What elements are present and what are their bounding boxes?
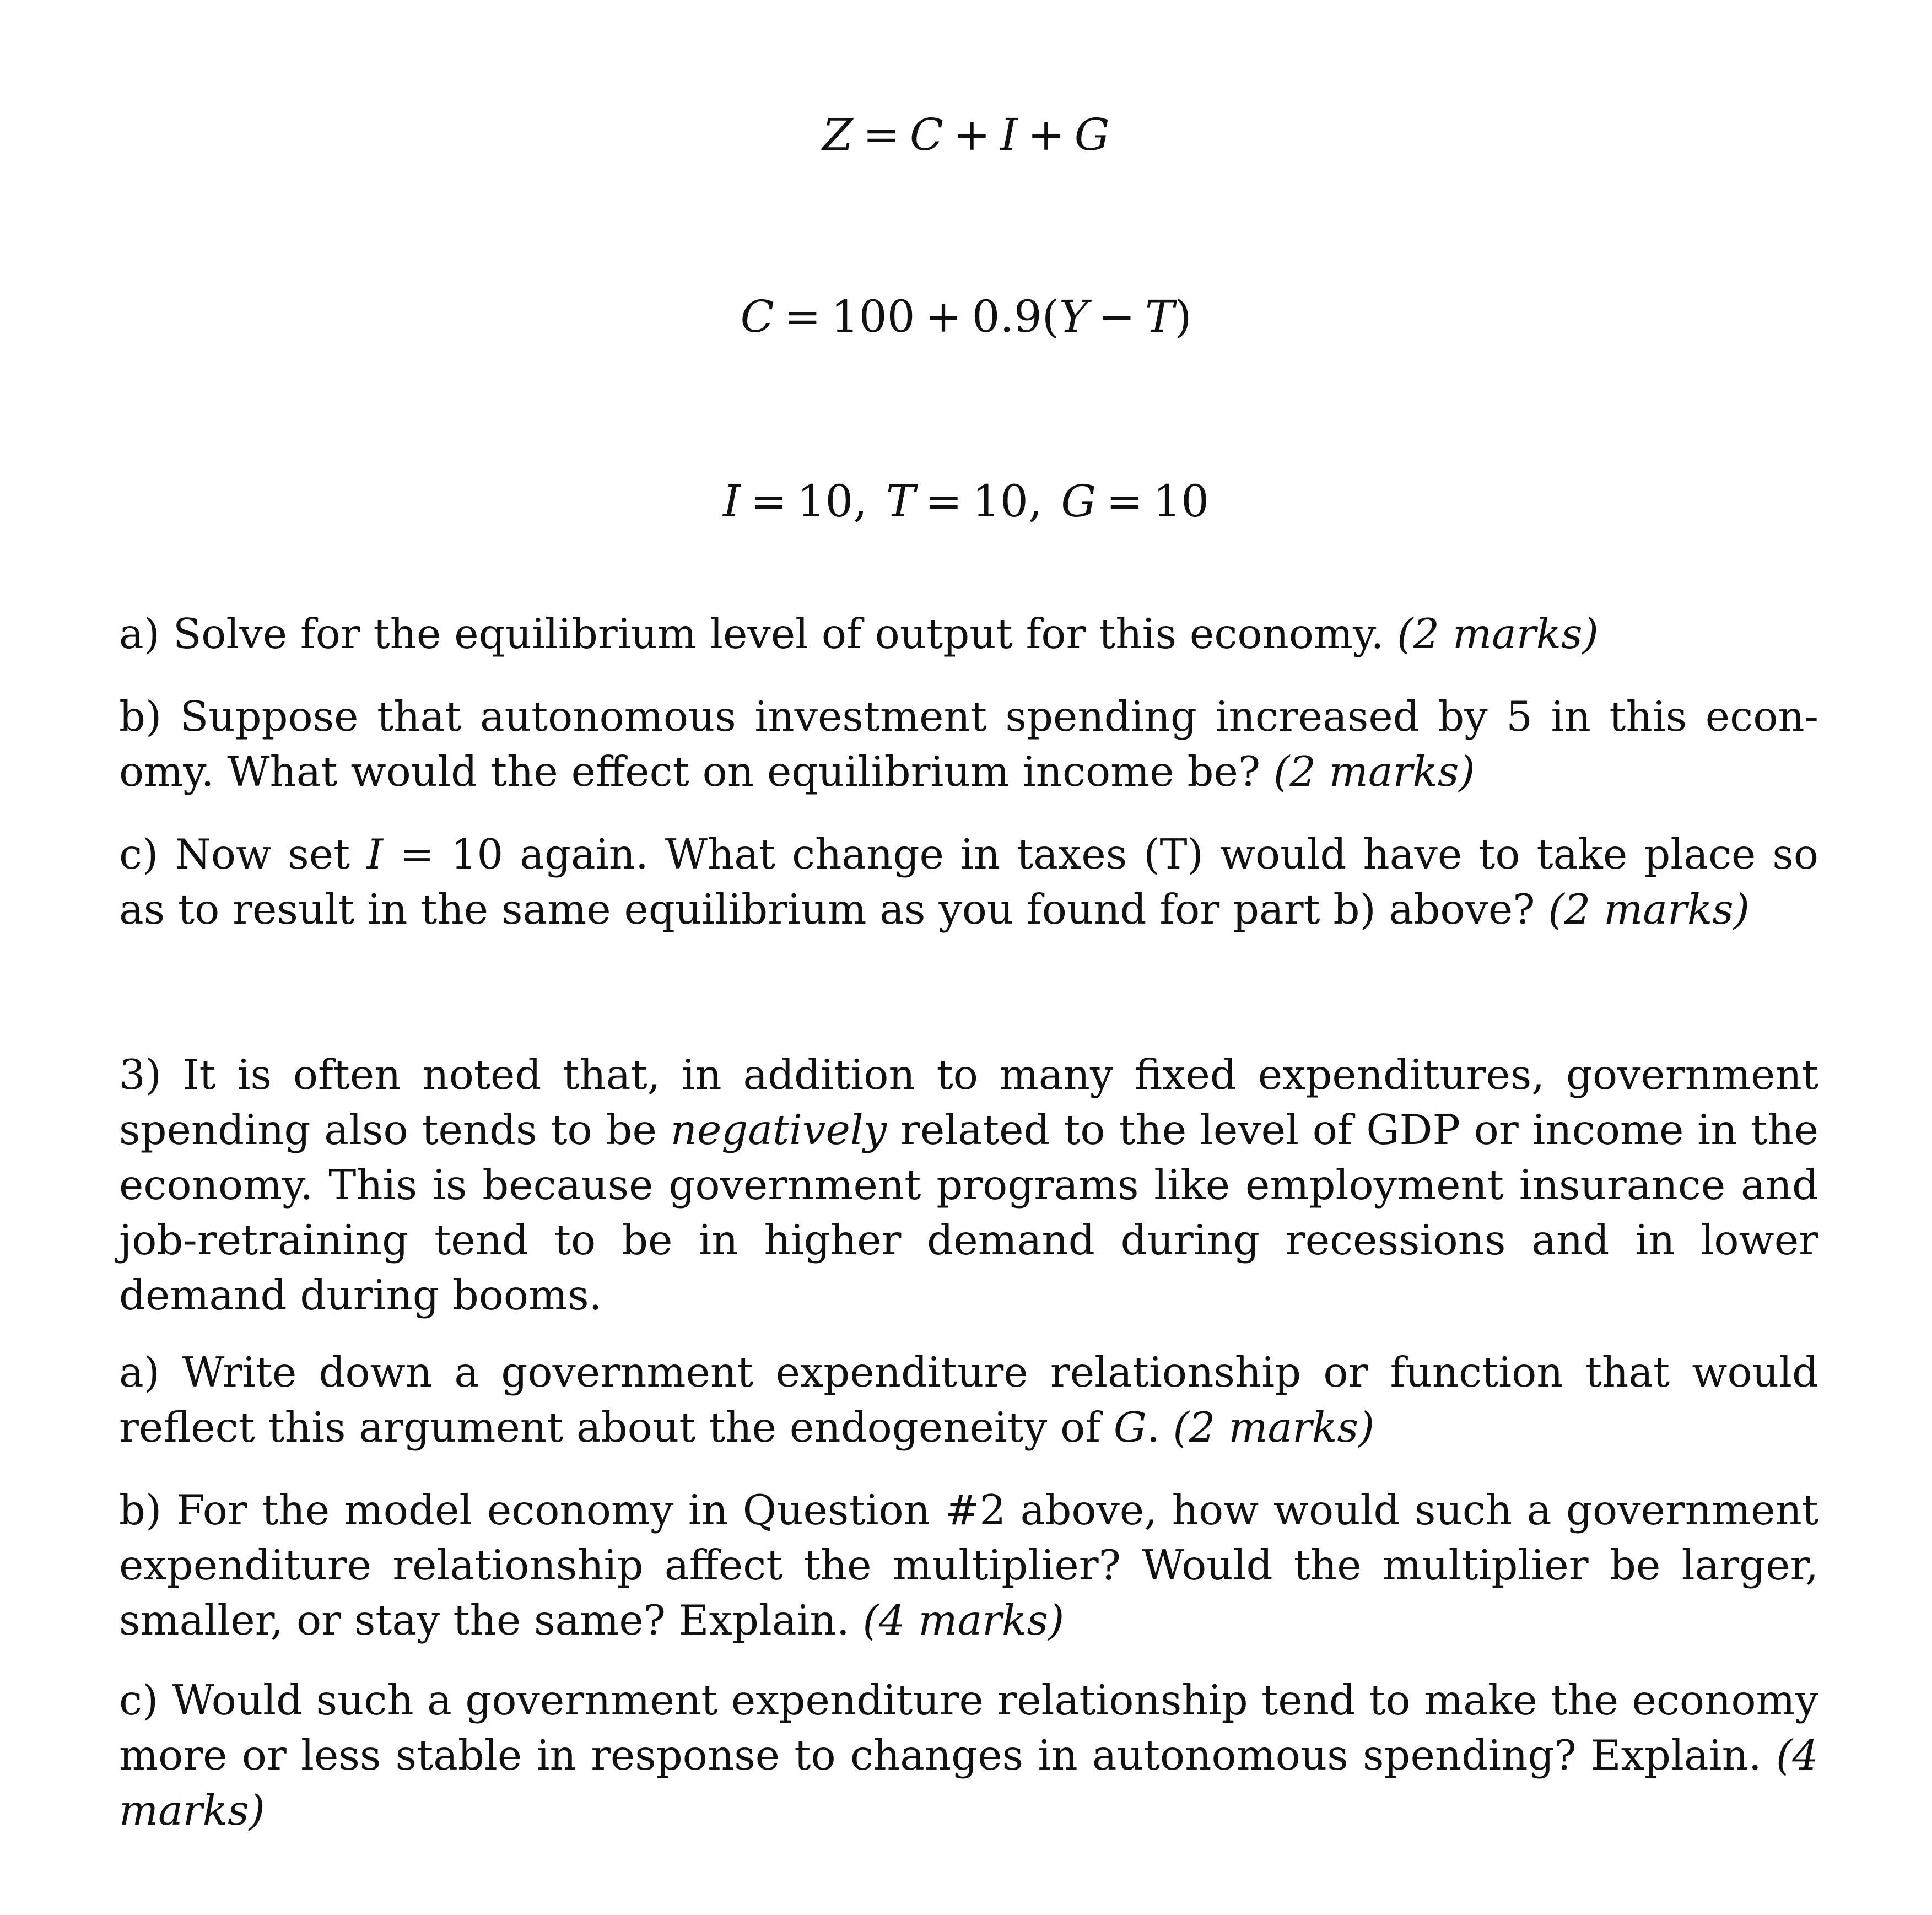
question-3a-post: . (1146, 1403, 1173, 1452)
question-2c-var: I (366, 830, 383, 878)
question-3a-var: G (1113, 1403, 1147, 1452)
question-2b (119, 689, 1818, 799)
question-3c-text: c) Would such a government expenditure relationship tend to make the economy more or less stable in response to changes in autonomous spending? Explain. (119, 1676, 1818, 1779)
close-paren: ) (1174, 291, 1192, 342)
question-2c-marks: (2 marks) (1548, 885, 1750, 934)
equals-sign: = (862, 109, 900, 160)
equals-sign: = (1106, 476, 1143, 527)
g-value: 10 (1153, 476, 1210, 527)
var-z: Z (822, 109, 853, 160)
question-3-intro (119, 1047, 1818, 1323)
question-3c-marks: (4 marks) (119, 1731, 1818, 1835)
question-2a (119, 606, 1818, 661)
var-i: I (722, 476, 741, 527)
question-3-intro-pre: 3) It is often noted that, in addition to many fixed expenditures, government spending also tends to be (119, 1050, 1818, 1154)
var-t: T (1145, 291, 1175, 342)
question-3b-marks: (4 marks) (862, 1596, 1065, 1644)
plus-sign: + (925, 291, 962, 342)
var-i: I (1000, 109, 1018, 160)
question-3a-pre: a) Write down a government expenditure relationship or function that would reflect this argument about the endogeneity of (119, 1348, 1818, 1452)
constant: 100 (830, 291, 915, 342)
i-value: 10, (797, 476, 867, 527)
question-2c-pre: c) Now set (119, 830, 367, 878)
var-g: G (1074, 109, 1110, 160)
question-3-intro-emphasis: negatively (670, 1105, 887, 1154)
var-g: G (1061, 476, 1097, 527)
var-c: C (740, 291, 774, 342)
var-y: Y (1059, 291, 1088, 342)
question-2b-marks: (2 marks) (1273, 747, 1475, 796)
var-t: T (886, 476, 916, 527)
equation-consumption (0, 289, 1932, 344)
equals-sign: = (750, 476, 787, 527)
equals-sign: = (784, 291, 821, 342)
question-2b-text: b) Suppose that autonomous investment spending increased by 5 in this econ- omy. What would the effect on equilibrium income be? (119, 692, 1818, 796)
var-c: C (909, 109, 944, 160)
question-3b (119, 1482, 1818, 1648)
question-3a-marks: (2 marks) (1173, 1403, 1375, 1452)
plus-sign: + (953, 109, 991, 160)
equals-sign: = (925, 476, 963, 527)
question-2a-marks: (2 marks) (1397, 609, 1599, 658)
minus-sign: − (1098, 291, 1135, 342)
mpc-coefficient: 0.9( (972, 291, 1059, 342)
plus-sign: + (1027, 109, 1065, 160)
question-3c (119, 1673, 1818, 1838)
question-3a (119, 1345, 1818, 1455)
question-2c-post: = 10 again. What change in taxes (T) would have to take place so as to result in the same equilibrium as you found for part b) above? (119, 830, 1818, 934)
question-3-intro-post: related to the level of GDP or income in the economy. This is because government programs like employment insurance and job-retraining tend to be in higher demand during recessions and in lower demand during booms. (119, 1105, 1818, 1319)
t-value: 10, (972, 476, 1043, 527)
equation-aggregate-demand (0, 107, 1932, 163)
question-3b-text: b) For the model economy in Question #2 above, how would such a government expenditure relationship affect the multiplier? Would the multiplier be larger, smaller, or stay the same? Explain. (119, 1486, 1818, 1644)
question-2a-text: a) Solve for the equilibrium level of output for this economy. (119, 609, 1397, 658)
equation-parameters (0, 474, 1932, 529)
question-2c (119, 827, 1818, 937)
